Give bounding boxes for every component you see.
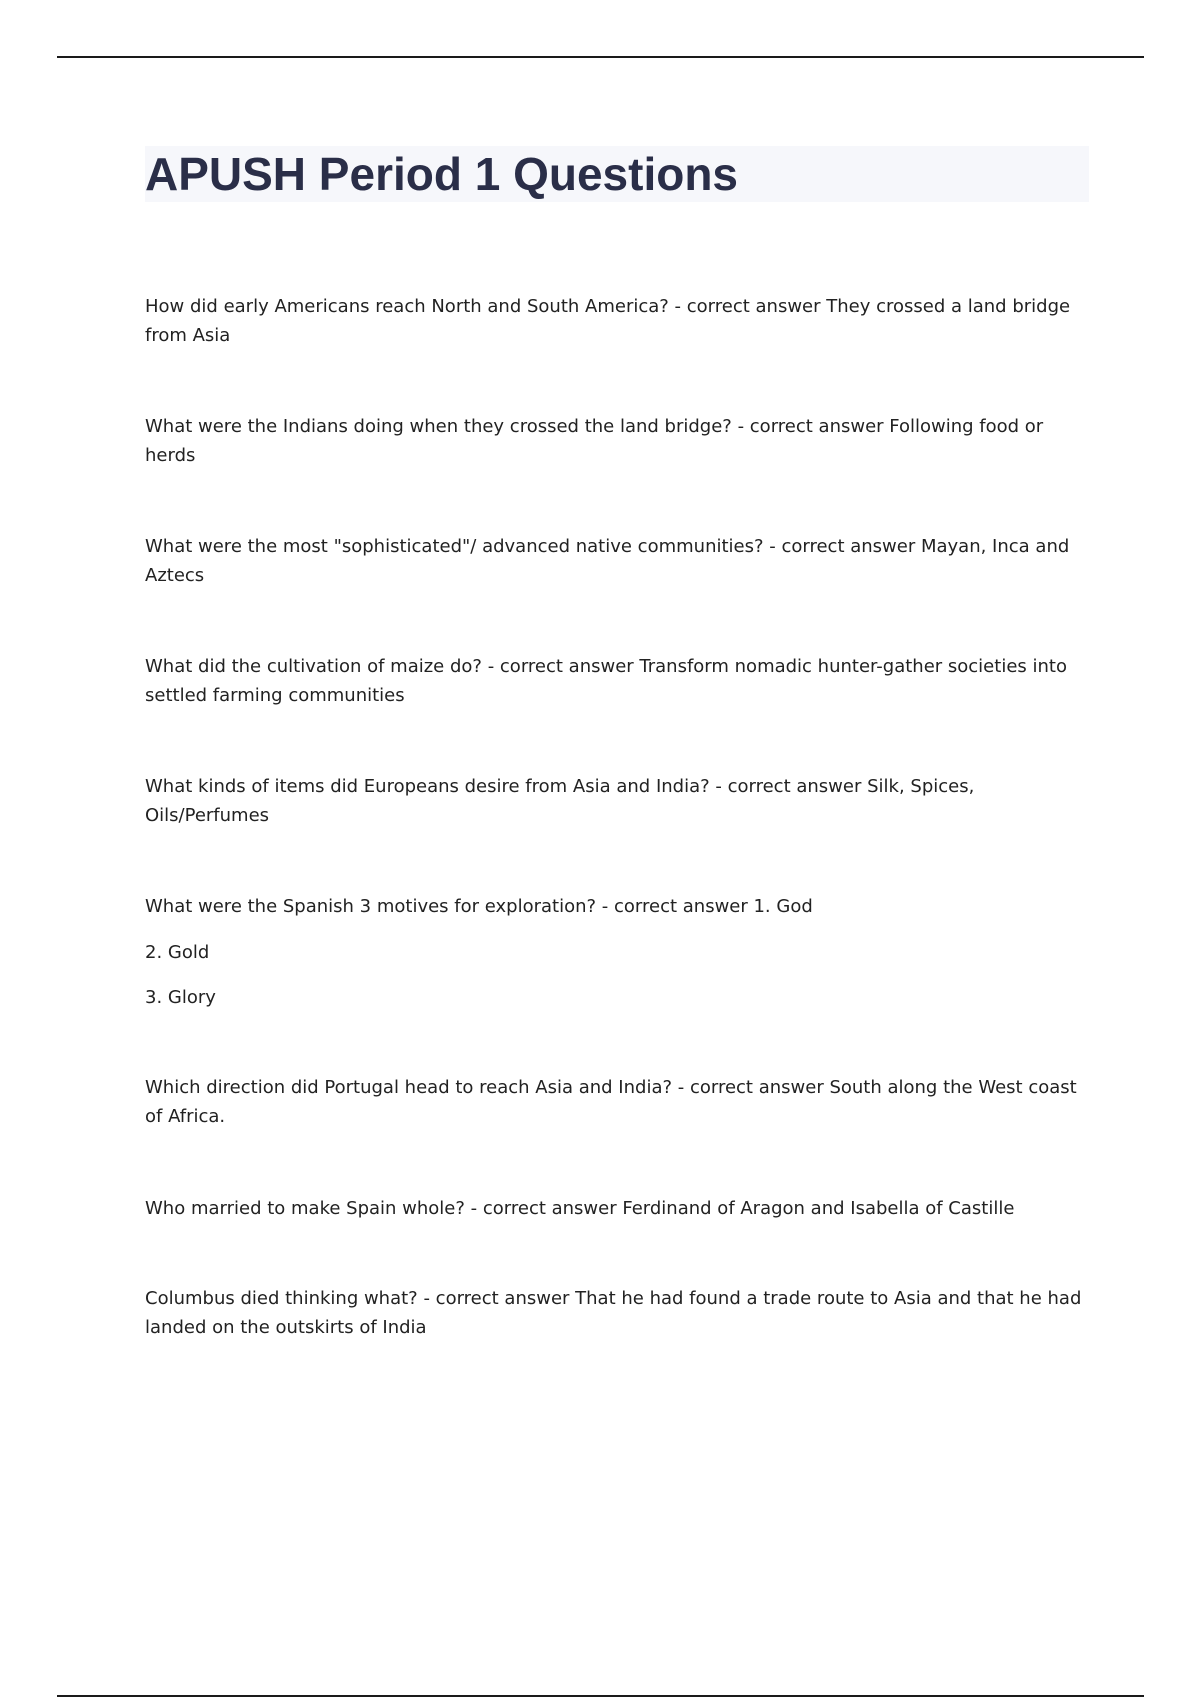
qa-item: What were the most "sophisticated"/ advanced native communities? - correct answer Mayan, Inca and Aztecs [145,536,1070,586]
motive-list-item: 3. Glory [145,987,216,1008]
bottom-rule [57,1695,1144,1697]
qa-item: What were the Spanish 3 motives for exploration? - correct answer 1. God [145,896,813,917]
qa-item: How did early Americans reach North and South America? - correct answer They crossed a land bridge from Asia [145,296,1071,346]
qa-item: Who married to make Spain whole? - correct answer Ferdinand of Aragon and Isabella of Castille [145,1198,1015,1219]
document-title: APUSH Period 1 Questions [145,148,739,200]
qa-item: Which direction did Portugal head to reach Asia and India? - correct answer South along the West coast of Africa. [145,1077,1077,1127]
qa-item: What kinds of items did Europeans desire from Asia and India? - correct answer Silk, Spices, Oils/Perfumes [145,776,975,826]
top-rule [57,56,1144,58]
motive-list-item: 2. Gold [145,942,210,963]
qa-item: What were the Indians doing when they crossed the land bridge? - correct answer Following food or herds [145,416,1044,466]
qa-item: Columbus died thinking what? - correct answer That he had found a trade route to Asia and that he had landed on the outskirts of India [145,1288,1082,1338]
qa-item: What did the cultivation of maize do? - correct answer Transform nomadic hunter-gather societies into settled farming communities [145,656,1067,706]
